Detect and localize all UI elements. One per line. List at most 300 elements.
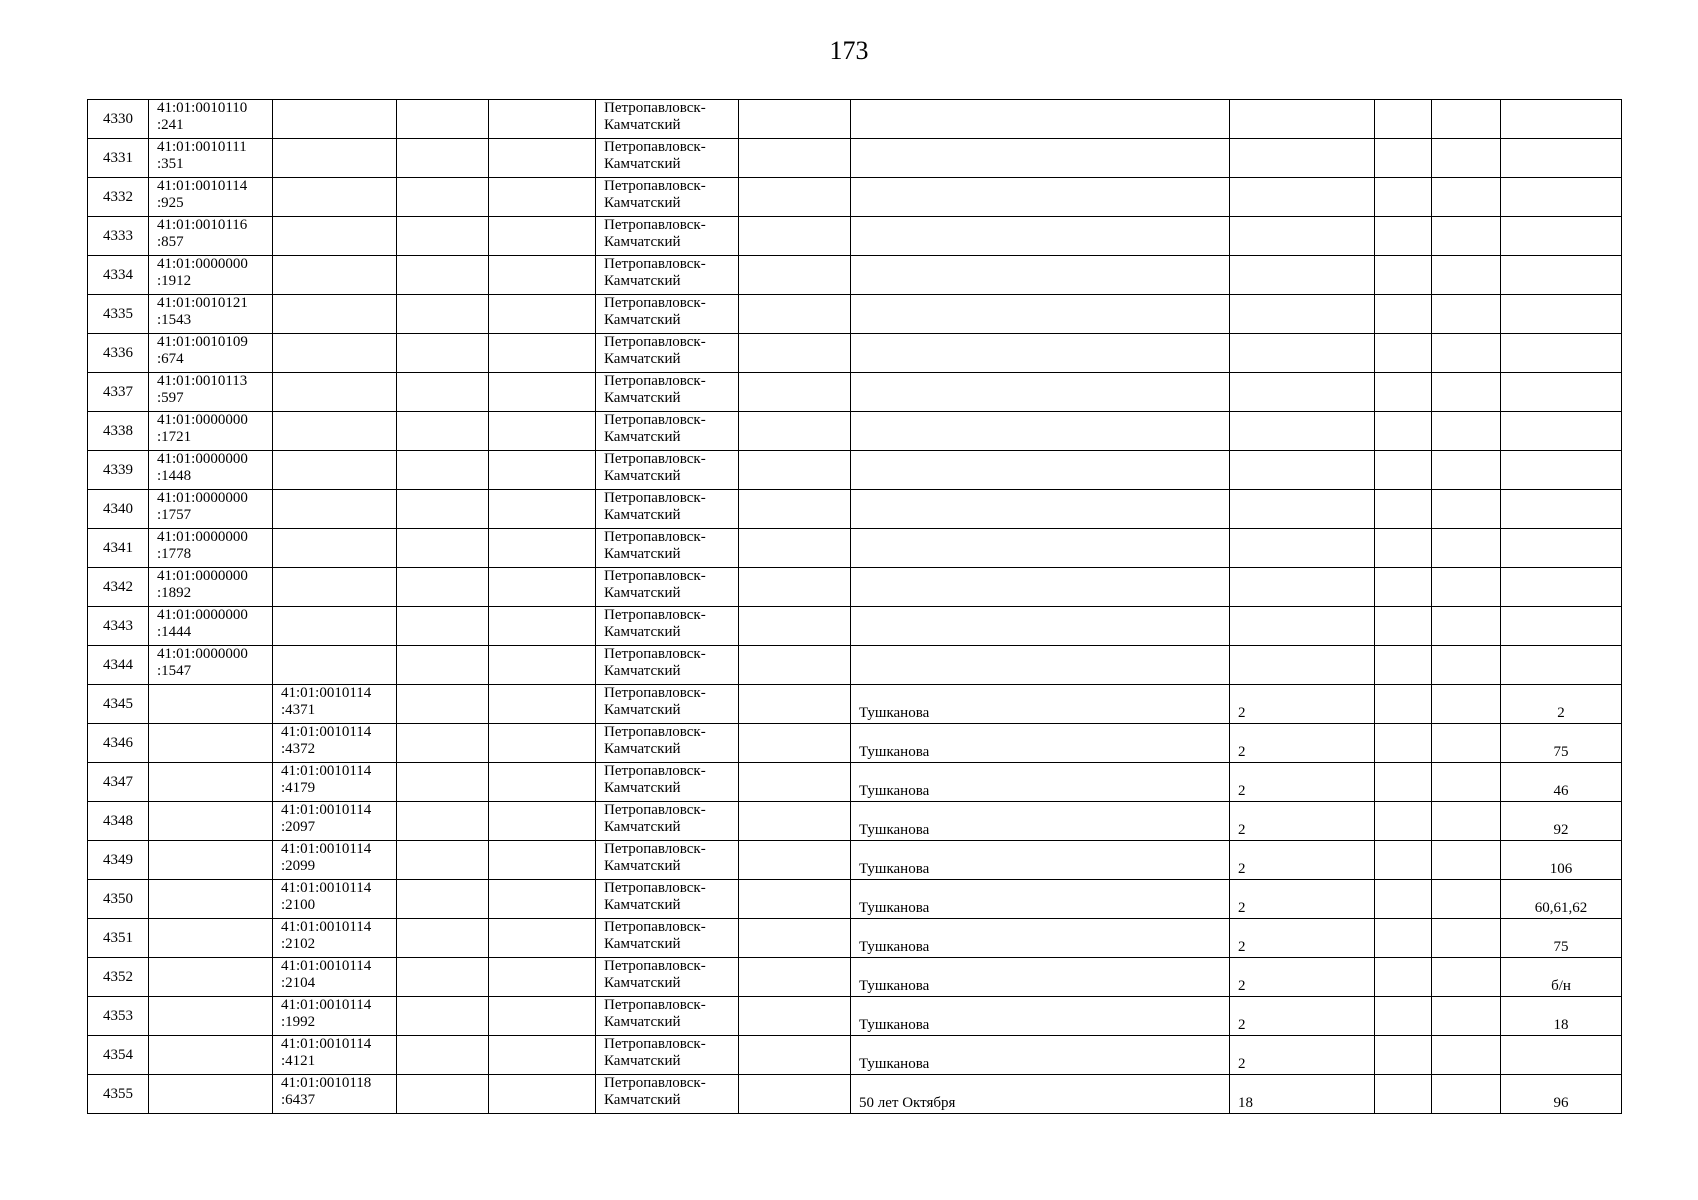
street-cell: 50 лет Октября: [851, 1075, 1230, 1114]
empty-cell: [1432, 841, 1501, 880]
street-cell: Тушканова: [851, 724, 1230, 763]
cadastral-number-cell: [149, 880, 273, 919]
empty-cell: [397, 1036, 489, 1075]
empty-cell: [397, 256, 489, 295]
empty-cell: [397, 100, 489, 139]
row-number-cell: 4349: [88, 841, 149, 880]
street-cell: Тушканова: [851, 841, 1230, 880]
street-cell: Тушканова: [851, 1036, 1230, 1075]
city-cell: Петропавловск-Камчатский: [596, 724, 739, 763]
empty-cell: [489, 724, 596, 763]
empty-cell: [739, 685, 851, 724]
city-cell: Петропавловск-Камчатский: [596, 451, 739, 490]
empty-cell: [489, 607, 596, 646]
row-number-cell: 4330: [88, 100, 149, 139]
premises-number-cell: 96: [1501, 1075, 1622, 1114]
empty-cell: [739, 451, 851, 490]
premises-number-cell: [1501, 451, 1622, 490]
empty-cell: [489, 802, 596, 841]
building-cadastral-number-cell: [273, 178, 397, 217]
row-number-cell: 4347: [88, 763, 149, 802]
empty-cell: [1375, 724, 1432, 763]
house-number-cell: 2: [1230, 802, 1375, 841]
row-number-cell: 4340: [88, 490, 149, 529]
street-cell: [851, 607, 1230, 646]
building-cadastral-number-cell: 41:01:0010114 :4371: [273, 685, 397, 724]
empty-cell: [489, 451, 596, 490]
empty-cell: [1432, 802, 1501, 841]
city-cell: Петропавловск-Камчатский: [596, 568, 739, 607]
building-cadastral-number-cell: 41:01:0010114 :2100: [273, 880, 397, 919]
empty-cell: [397, 646, 489, 685]
empty-cell: [1375, 646, 1432, 685]
house-number-cell: [1230, 295, 1375, 334]
empty-cell: [739, 646, 851, 685]
cadastral-number-cell: 41:01:0000000 :1778: [149, 529, 273, 568]
empty-cell: [739, 256, 851, 295]
empty-cell: [1375, 802, 1432, 841]
empty-cell: [739, 412, 851, 451]
empty-cell: [1432, 334, 1501, 373]
empty-cell: [1432, 451, 1501, 490]
premises-number-cell: 60,61,62: [1501, 880, 1622, 919]
empty-cell: [739, 1036, 851, 1075]
premises-number-cell: 46: [1501, 763, 1622, 802]
row-number-cell: 4331: [88, 139, 149, 178]
row-number-cell: 4350: [88, 880, 149, 919]
building-cadastral-number-cell: 41:01:0010114 :2099: [273, 841, 397, 880]
empty-cell: [739, 373, 851, 412]
row-number-cell: 4333: [88, 217, 149, 256]
empty-cell: [1375, 958, 1432, 997]
empty-cell: [1375, 256, 1432, 295]
empty-cell: [489, 139, 596, 178]
city-cell: Петропавловск-Камчатский: [596, 1036, 739, 1075]
premises-number-cell: [1501, 256, 1622, 295]
house-number-cell: 18: [1230, 1075, 1375, 1114]
house-number-cell: [1230, 451, 1375, 490]
cadastral-number-cell: 41:01:0010116 :857: [149, 217, 273, 256]
premises-number-cell: [1501, 412, 1622, 451]
premises-number-cell: 18: [1501, 997, 1622, 1036]
empty-cell: [489, 529, 596, 568]
street-cell: [851, 373, 1230, 412]
empty-cell: [1375, 373, 1432, 412]
building-cadastral-number-cell: 41:01:0010114 :2102: [273, 919, 397, 958]
table-row: [88, 997, 1622, 1036]
building-cadastral-number-cell: [273, 295, 397, 334]
empty-cell: [397, 295, 489, 334]
empty-cell: [1375, 178, 1432, 217]
building-cadastral-number-cell: 41:01:0010114 :2097: [273, 802, 397, 841]
empty-cell: [739, 334, 851, 373]
empty-cell: [739, 178, 851, 217]
house-number-cell: [1230, 217, 1375, 256]
house-number-cell: [1230, 100, 1375, 139]
premises-number-cell: [1501, 373, 1622, 412]
building-cadastral-number-cell: [273, 256, 397, 295]
street-cell: [851, 568, 1230, 607]
house-number-cell: 2: [1230, 919, 1375, 958]
empty-cell: [1375, 295, 1432, 334]
house-number-cell: [1230, 256, 1375, 295]
empty-cell: [1432, 217, 1501, 256]
building-cadastral-number-cell: [273, 373, 397, 412]
empty-cell: [489, 295, 596, 334]
city-cell: Петропавловск-Камчатский: [596, 373, 739, 412]
city-cell: Петропавловск-Камчатский: [596, 958, 739, 997]
row-number-cell: 4346: [88, 724, 149, 763]
empty-cell: [739, 724, 851, 763]
empty-cell: [397, 178, 489, 217]
empty-cell: [397, 958, 489, 997]
empty-cell: [1375, 568, 1432, 607]
cadastral-number-cell: 41:01:0000000 :1547: [149, 646, 273, 685]
empty-cell: [739, 997, 851, 1036]
empty-cell: [1375, 139, 1432, 178]
empty-cell: [489, 1075, 596, 1114]
empty-cell: [397, 763, 489, 802]
premises-number-cell: [1501, 295, 1622, 334]
table-row: [88, 100, 1622, 139]
empty-cell: [739, 763, 851, 802]
empty-cell: [739, 217, 851, 256]
house-number-cell: [1230, 178, 1375, 217]
street-cell: Тушканова: [851, 685, 1230, 724]
empty-cell: [1432, 646, 1501, 685]
cadastral-number-cell: [149, 841, 273, 880]
row-number-cell: 4351: [88, 919, 149, 958]
city-cell: Петропавловск-Камчатский: [596, 1075, 739, 1114]
city-cell: Петропавловск-Камчатский: [596, 139, 739, 178]
empty-cell: [397, 724, 489, 763]
street-cell: [851, 490, 1230, 529]
house-number-cell: [1230, 373, 1375, 412]
empty-cell: [489, 568, 596, 607]
city-cell: Петропавловск-Камчатский: [596, 607, 739, 646]
building-cadastral-number-cell: 41:01:0010114 :4121: [273, 1036, 397, 1075]
empty-cell: [1375, 841, 1432, 880]
table-row: [88, 139, 1622, 178]
city-cell: Петропавловск-Камчатский: [596, 997, 739, 1036]
cadastral-number-cell: [149, 1036, 273, 1075]
row-number-cell: 4353: [88, 997, 149, 1036]
empty-cell: [397, 451, 489, 490]
empty-cell: [739, 607, 851, 646]
row-number-cell: 4348: [88, 802, 149, 841]
table-row: [88, 685, 1622, 724]
house-number-cell: [1230, 646, 1375, 685]
building-cadastral-number-cell: [273, 646, 397, 685]
empty-cell: [397, 139, 489, 178]
empty-cell: [1432, 412, 1501, 451]
city-cell: Петропавловск-Камчатский: [596, 100, 739, 139]
building-cadastral-number-cell: [273, 607, 397, 646]
row-number-cell: 4332: [88, 178, 149, 217]
cadastral-number-cell: 41:01:0000000 :1448: [149, 451, 273, 490]
empty-cell: [397, 880, 489, 919]
premises-number-cell: [1501, 1036, 1622, 1075]
empty-cell: [397, 490, 489, 529]
empty-cell: [739, 802, 851, 841]
cadastral-number-cell: 41:01:0010114 :925: [149, 178, 273, 217]
row-number-cell: 4344: [88, 646, 149, 685]
empty-cell: [739, 529, 851, 568]
building-cadastral-number-cell: [273, 100, 397, 139]
empty-cell: [1432, 685, 1501, 724]
empty-cell: [1432, 178, 1501, 217]
table-row: [88, 256, 1622, 295]
cadastral-number-cell: 41:01:0010111 :351: [149, 139, 273, 178]
row-number-cell: 4354: [88, 1036, 149, 1075]
table-row: [88, 334, 1622, 373]
empty-cell: [397, 685, 489, 724]
empty-cell: [1375, 1036, 1432, 1075]
building-cadastral-number-cell: 41:01:0010118 :6437: [273, 1075, 397, 1114]
empty-cell: [1432, 880, 1501, 919]
empty-cell: [397, 1075, 489, 1114]
empty-cell: [397, 529, 489, 568]
empty-cell: [1375, 100, 1432, 139]
table-row: [88, 919, 1622, 958]
empty-cell: [1432, 724, 1501, 763]
premises-number-cell: 92: [1501, 802, 1622, 841]
premises-number-cell: [1501, 100, 1622, 139]
city-cell: Петропавловск-Камчатский: [596, 763, 739, 802]
empty-cell: [397, 607, 489, 646]
empty-cell: [1375, 763, 1432, 802]
building-cadastral-number-cell: [273, 490, 397, 529]
register-table: [87, 99, 1622, 1114]
empty-cell: [489, 490, 596, 529]
house-number-cell: 2: [1230, 724, 1375, 763]
cadastral-number-cell: 41:01:0000000 :1912: [149, 256, 273, 295]
empty-cell: [397, 373, 489, 412]
house-number-cell: 2: [1230, 880, 1375, 919]
empty-cell: [1375, 607, 1432, 646]
cadastral-number-cell: [149, 1075, 273, 1114]
empty-cell: [1432, 919, 1501, 958]
empty-cell: [739, 880, 851, 919]
cadastral-number-cell: [149, 919, 273, 958]
cadastral-number-cell: [149, 997, 273, 1036]
house-number-cell: [1230, 334, 1375, 373]
house-number-cell: 2: [1230, 997, 1375, 1036]
city-cell: Петропавловск-Камчатский: [596, 217, 739, 256]
city-cell: Петропавловск-Камчатский: [596, 334, 739, 373]
building-cadastral-number-cell: [273, 451, 397, 490]
empty-cell: [1432, 607, 1501, 646]
table-row: [88, 763, 1622, 802]
empty-cell: [739, 568, 851, 607]
city-cell: Петропавловск-Камчатский: [596, 529, 739, 568]
cadastral-number-cell: [149, 724, 273, 763]
table-row: [88, 1075, 1622, 1114]
cadastral-number-cell: [149, 685, 273, 724]
street-cell: [851, 529, 1230, 568]
empty-cell: [489, 217, 596, 256]
cadastral-number-cell: 41:01:0010113 :597: [149, 373, 273, 412]
table-row: [88, 451, 1622, 490]
empty-cell: [489, 412, 596, 451]
cadastral-number-cell: 41:01:0010121 :1543: [149, 295, 273, 334]
empty-cell: [1432, 490, 1501, 529]
empty-cell: [1432, 100, 1501, 139]
street-cell: Тушканова: [851, 763, 1230, 802]
premises-number-cell: [1501, 139, 1622, 178]
table-row: [88, 490, 1622, 529]
street-cell: Тушканова: [851, 958, 1230, 997]
table-row: [88, 841, 1622, 880]
house-number-cell: 2: [1230, 958, 1375, 997]
row-number-cell: 4352: [88, 958, 149, 997]
house-number-cell: 2: [1230, 763, 1375, 802]
city-cell: Петропавловск-Камчатский: [596, 412, 739, 451]
premises-number-cell: [1501, 334, 1622, 373]
street-cell: [851, 139, 1230, 178]
premises-number-cell: [1501, 217, 1622, 256]
empty-cell: [739, 139, 851, 178]
empty-cell: [489, 997, 596, 1036]
empty-cell: [489, 841, 596, 880]
row-number-cell: 4355: [88, 1075, 149, 1114]
empty-cell: [739, 919, 851, 958]
cadastral-number-cell: 41:01:0000000 :1892: [149, 568, 273, 607]
empty-cell: [397, 802, 489, 841]
table-row: [88, 529, 1622, 568]
table-row: [88, 568, 1622, 607]
street-cell: Тушканова: [851, 802, 1230, 841]
house-number-cell: [1230, 568, 1375, 607]
empty-cell: [739, 100, 851, 139]
premises-number-cell: 75: [1501, 724, 1622, 763]
street-cell: [851, 295, 1230, 334]
house-number-cell: 2: [1230, 841, 1375, 880]
row-number-cell: 4338: [88, 412, 149, 451]
table-row: [88, 724, 1622, 763]
empty-cell: [1375, 997, 1432, 1036]
empty-cell: [489, 880, 596, 919]
empty-cell: [1375, 919, 1432, 958]
premises-number-cell: [1501, 568, 1622, 607]
empty-cell: [1375, 334, 1432, 373]
building-cadastral-number-cell: 41:01:0010114 :4179: [273, 763, 397, 802]
empty-cell: [739, 490, 851, 529]
empty-cell: [489, 763, 596, 802]
empty-cell: [739, 1075, 851, 1114]
building-cadastral-number-cell: [273, 568, 397, 607]
city-cell: Петропавловск-Камчатский: [596, 919, 739, 958]
table-row: [88, 958, 1622, 997]
cadastral-number-cell: 41:01:0000000 :1757: [149, 490, 273, 529]
empty-cell: [1432, 373, 1501, 412]
empty-cell: [397, 841, 489, 880]
street-cell: [851, 217, 1230, 256]
table-row: [88, 373, 1622, 412]
table-row: [88, 217, 1622, 256]
street-cell: [851, 646, 1230, 685]
empty-cell: [397, 412, 489, 451]
empty-cell: [1432, 139, 1501, 178]
empty-cell: [739, 958, 851, 997]
table-row: [88, 646, 1622, 685]
empty-cell: [739, 295, 851, 334]
premises-number-cell: [1501, 529, 1622, 568]
street-cell: [851, 451, 1230, 490]
empty-cell: [1432, 958, 1501, 997]
empty-cell: [489, 1036, 596, 1075]
table-row: [88, 880, 1622, 919]
empty-cell: [397, 568, 489, 607]
building-cadastral-number-cell: [273, 334, 397, 373]
building-cadastral-number-cell: [273, 217, 397, 256]
empty-cell: [397, 334, 489, 373]
empty-cell: [1432, 256, 1501, 295]
city-cell: Петропавловск-Камчатский: [596, 880, 739, 919]
city-cell: Петропавловск-Камчатский: [596, 685, 739, 724]
cadastral-number-cell: [149, 763, 273, 802]
empty-cell: [1375, 880, 1432, 919]
empty-cell: [1432, 763, 1501, 802]
empty-cell: [397, 217, 489, 256]
empty-cell: [1432, 568, 1501, 607]
empty-cell: [489, 958, 596, 997]
empty-cell: [1375, 412, 1432, 451]
street-cell: [851, 334, 1230, 373]
street-cell: [851, 178, 1230, 217]
empty-cell: [489, 334, 596, 373]
empty-cell: [489, 100, 596, 139]
building-cadastral-number-cell: [273, 139, 397, 178]
empty-cell: [739, 841, 851, 880]
house-number-cell: [1230, 139, 1375, 178]
row-number-cell: 4337: [88, 373, 149, 412]
street-cell: Тушканова: [851, 919, 1230, 958]
house-number-cell: [1230, 412, 1375, 451]
cadastral-number-cell: 41:01:0000000 :1721: [149, 412, 273, 451]
premises-number-cell: [1501, 178, 1622, 217]
table-body: [88, 100, 1622, 1114]
city-cell: Петропавловск-Камчатский: [596, 178, 739, 217]
empty-cell: [1375, 529, 1432, 568]
street-cell: [851, 412, 1230, 451]
table-row: [88, 178, 1622, 217]
empty-cell: [489, 646, 596, 685]
empty-cell: [1432, 295, 1501, 334]
empty-cell: [1432, 1036, 1501, 1075]
row-number-cell: 4342: [88, 568, 149, 607]
empty-cell: [489, 256, 596, 295]
city-cell: Петропавловск-Камчатский: [596, 295, 739, 334]
row-number-cell: 4339: [88, 451, 149, 490]
row-number-cell: 4334: [88, 256, 149, 295]
empty-cell: [489, 178, 596, 217]
empty-cell: [1375, 217, 1432, 256]
empty-cell: [1432, 997, 1501, 1036]
premises-number-cell: 106: [1501, 841, 1622, 880]
city-cell: Петропавловск-Камчатский: [596, 646, 739, 685]
empty-cell: [489, 919, 596, 958]
city-cell: Петропавловск-Камчатский: [596, 802, 739, 841]
street-cell: [851, 100, 1230, 139]
building-cadastral-number-cell: [273, 529, 397, 568]
premises-number-cell: 2: [1501, 685, 1622, 724]
house-number-cell: [1230, 529, 1375, 568]
cadastral-number-cell: 41:01:0010109 :674: [149, 334, 273, 373]
empty-cell: [1432, 1075, 1501, 1114]
empty-cell: [1375, 451, 1432, 490]
house-number-cell: 2: [1230, 685, 1375, 724]
